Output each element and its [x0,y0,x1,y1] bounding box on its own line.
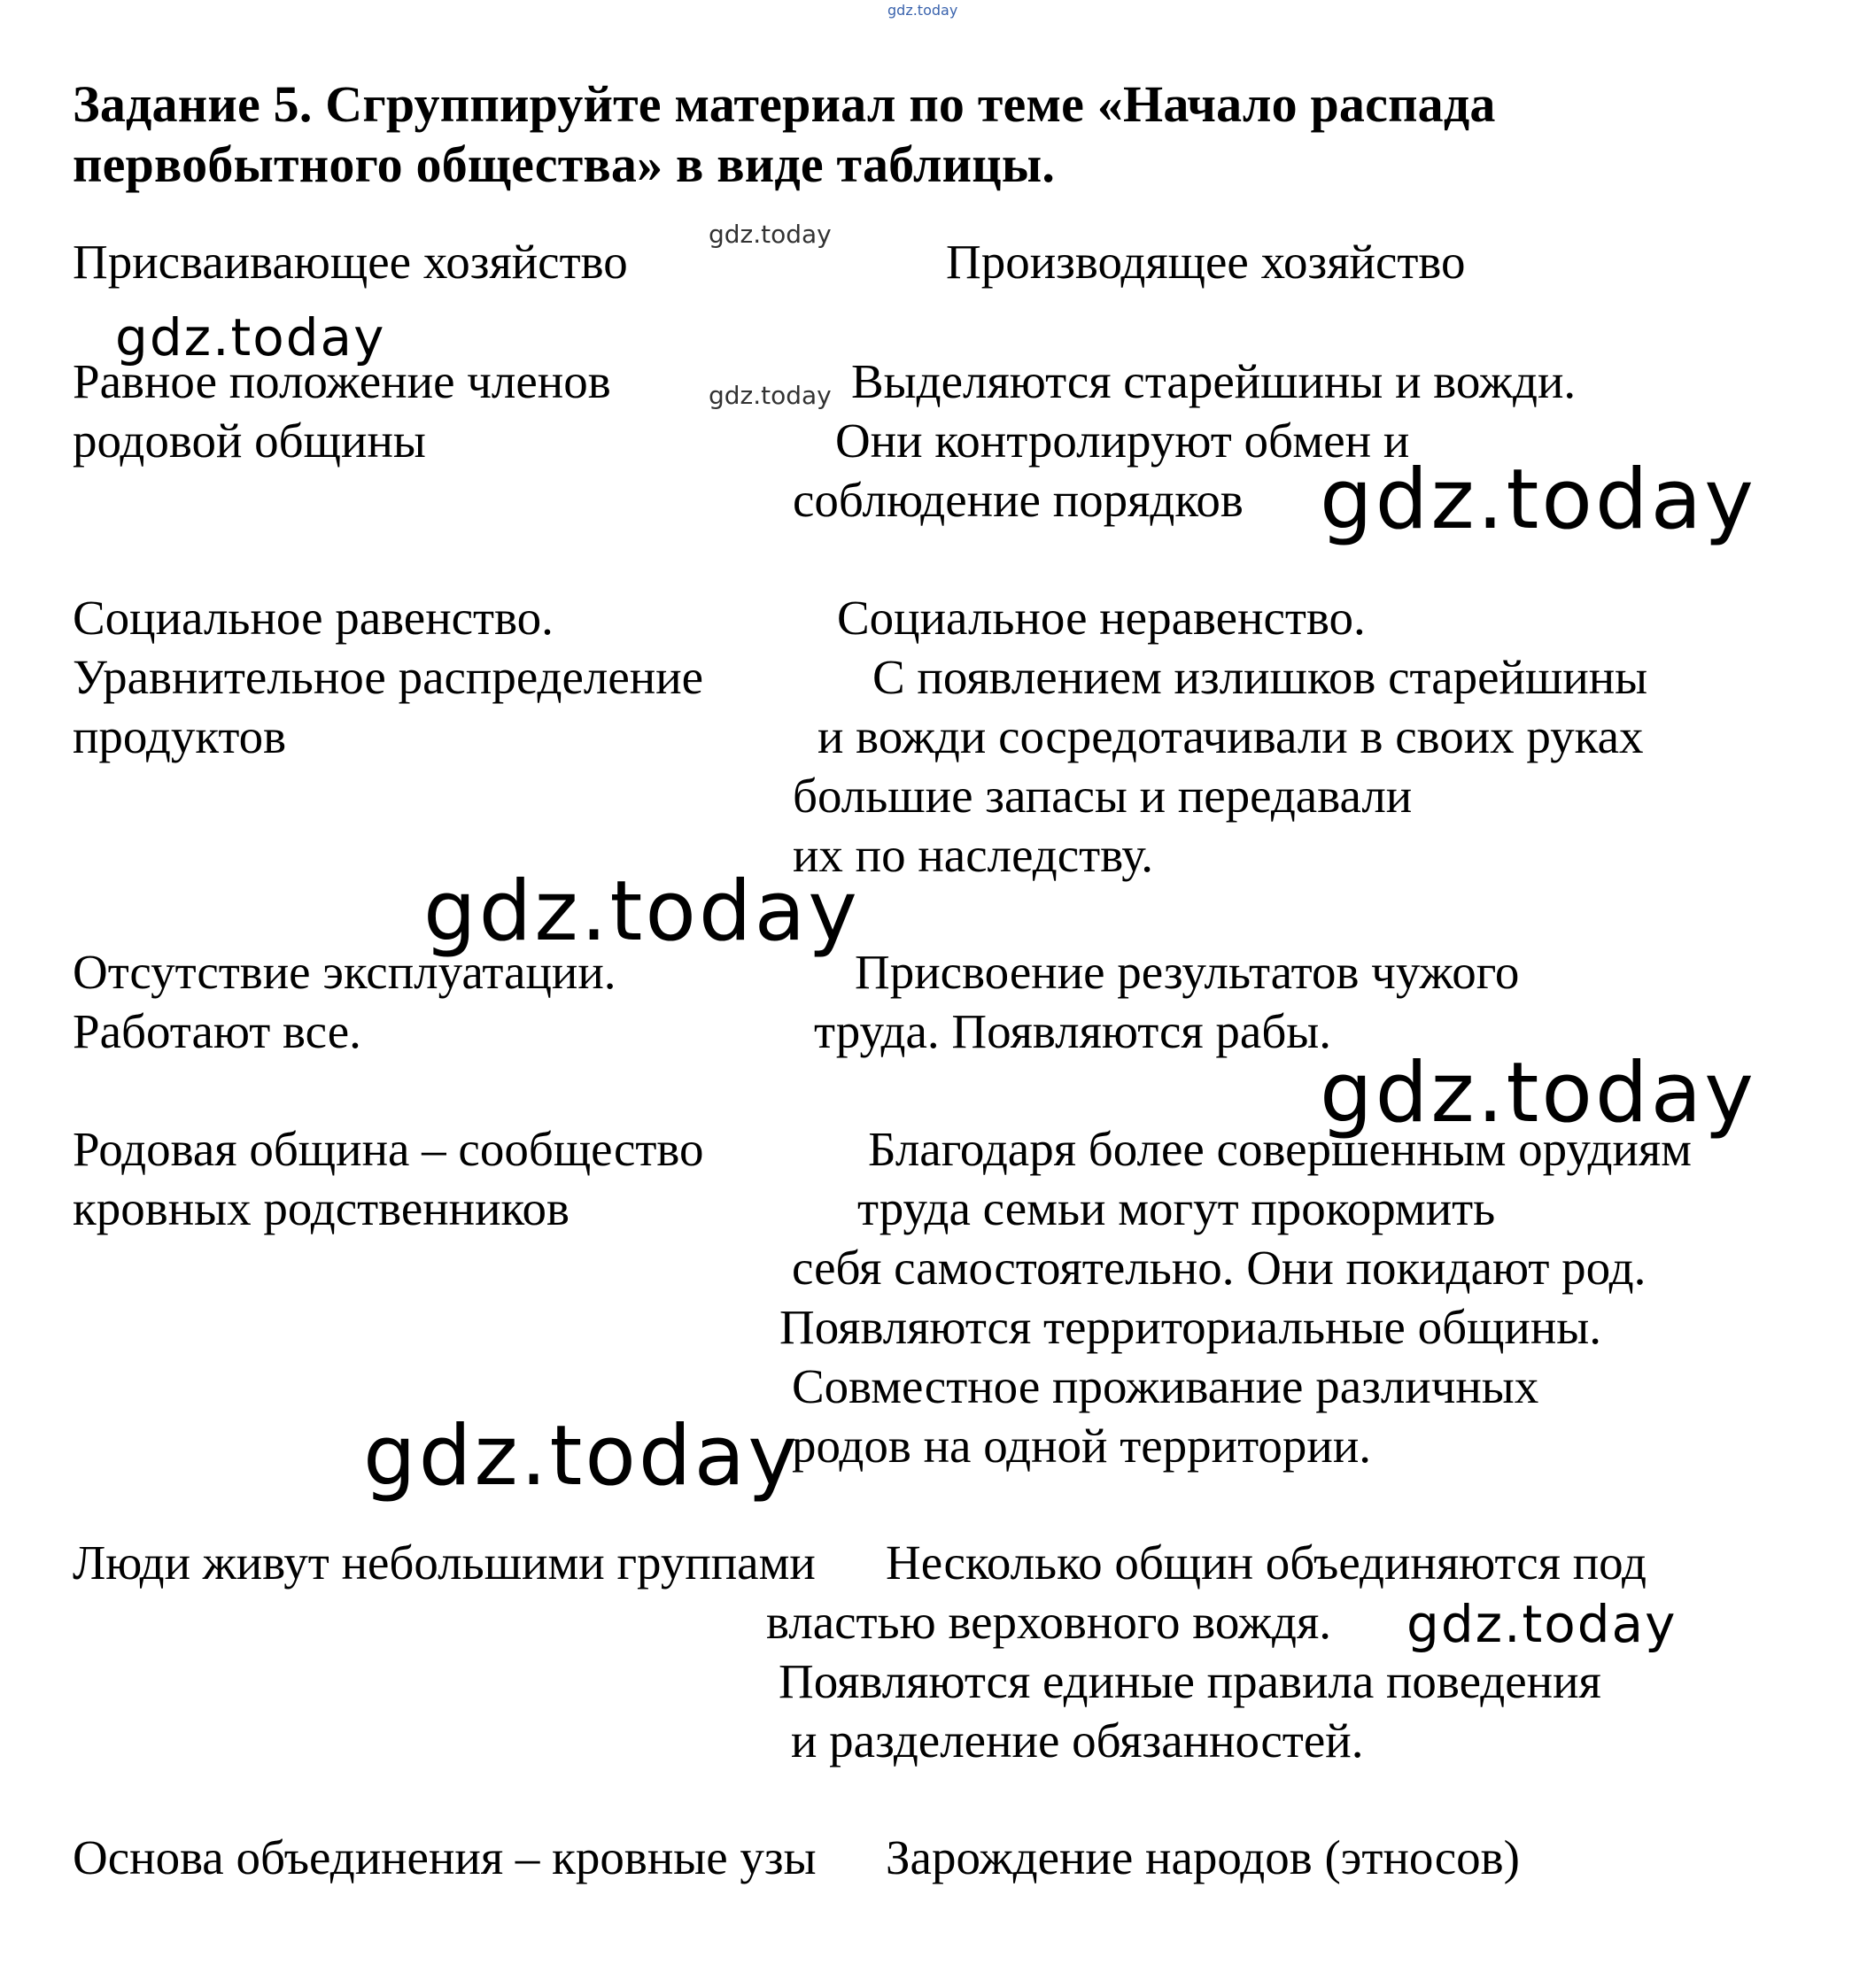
row-right-cell [793,352,1576,530]
cell-line: Совместное проживание различных [792,1359,1539,1413]
cell-line: труда. Появляются рабы. [814,1004,1331,1058]
row-left-cell [73,1533,816,1592]
watermark: gdz.today [1320,1045,1756,1141]
cell-line: Уравнительное распределение [73,650,704,704]
row-left-cell [73,588,703,766]
watermark: gdz.today [887,2,958,19]
cell-line: соблюдение порядков [793,473,1244,527]
row-left-cell [73,352,611,470]
watermark: gdz.today [115,307,386,367]
cell-line: Равное положение членов [73,354,611,408]
cell-line: Работают все. [73,1004,361,1058]
row-right-cell [779,1119,1692,1475]
cell-line: продуктов [73,709,287,763]
row-left-cell [73,1119,704,1238]
row-left-cell [73,942,616,1061]
row-right-cell [886,1828,1520,1887]
cell-line: Социальное равенство. [73,591,554,645]
cell-line: Основа объединения – кровные узы [73,1830,817,1884]
row-right-cell [793,588,1647,885]
cell-line: родов на одной территории. [792,1419,1372,1473]
watermark: gdz.today [1406,1594,1678,1654]
header-right: Производящее хозяйство [946,235,1466,289]
row-right-cell [766,1533,1647,1770]
cell-line: Они контролируют обмен и [835,414,1410,468]
cell-line: и разделение обязанностей. [791,1713,1364,1768]
task-title-line: первобытного общества» в виде таблицы. [73,135,1056,193]
cell-line: Зарождение народов (этносов) [886,1830,1520,1884]
task-title-line: Задание 5. Сгруппируйте материал по теме «Начало распада [73,75,1496,133]
watermark: gdz.today [363,1408,800,1505]
row-right-cell [793,942,1519,1061]
cell-line: Присвоение результатов чужого [855,945,1520,999]
cell-line: Родовая община – сообщество [73,1122,704,1176]
cell-line: Социальное неравенство. [837,591,1366,645]
cell-line: большие запасы и передавали [793,769,1413,823]
watermark: gdz.today [709,381,832,410]
cell-line: труда семьи могут прокормить [857,1181,1496,1235]
cell-line: Появляются единые правила поведения [779,1654,1601,1708]
cell-line: властью верховного вождя. [766,1595,1332,1649]
cell-line: Появляются территориальные общины. [779,1300,1601,1354]
cell-line: и вожди сосредотачивали в своих руках [818,709,1644,763]
cell-line: себя самостоятельно. Они покидают род. [792,1241,1647,1295]
cell-line: Благодаря более совершенным орудиям [868,1122,1692,1176]
watermark: gdz.today [423,863,860,960]
cell-line: родовой общины [73,414,426,468]
watermark: gdz.today [1320,452,1756,548]
cell-line: С появлением излишков старейшины [872,650,1648,704]
cell-line: кровных родственников [73,1181,570,1235]
task-title [73,74,1755,195]
row-left-cell [73,1828,817,1887]
cell-line: Люди живут небольшими группами [73,1535,816,1590]
watermark: gdz.today [709,220,832,249]
header-left: Присваивающее хозяйство [73,235,628,289]
cell-line: Отсутствие эксплуатации. [73,945,616,999]
cell-line: их по наследству. [793,828,1154,882]
cell-line: Выделяются старейшины и вожди. [851,354,1577,408]
cell-line: Несколько общин объединяются под [886,1535,1647,1590]
